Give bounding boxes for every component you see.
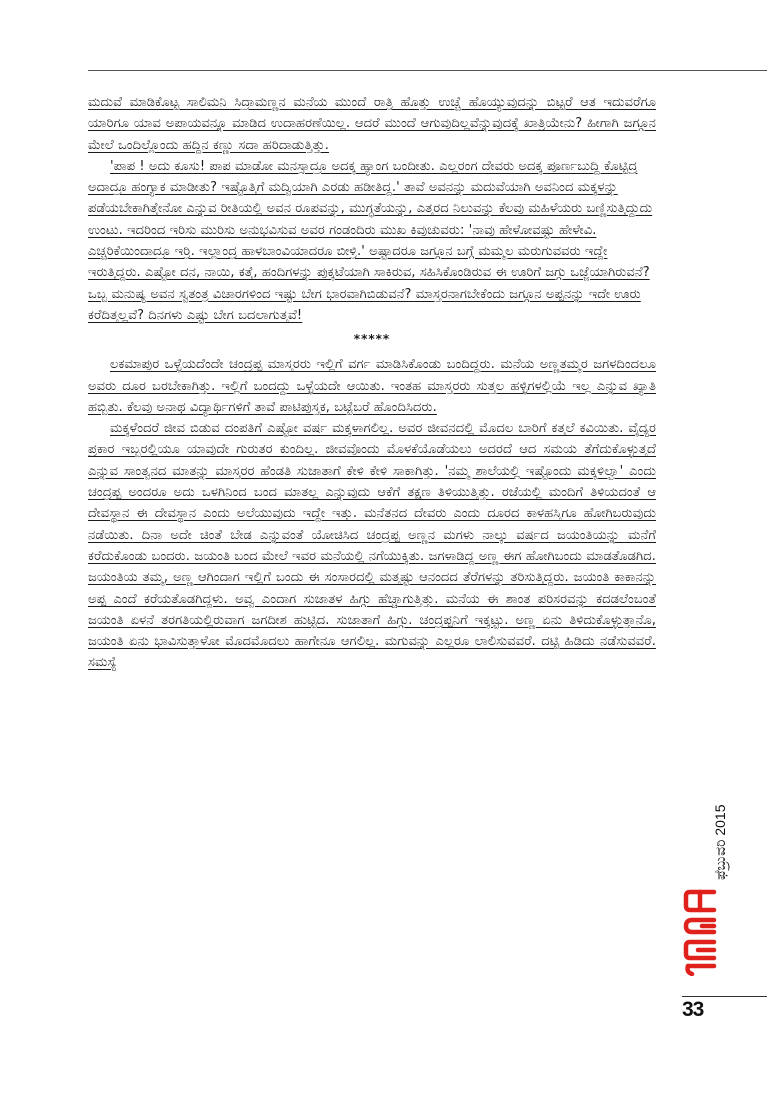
paragraph: ಮಕ್ಕಳೆಂದರೆ ಜೀವ ಬಿಡುವ ದಂಪತಿಗೆ ಎಷ್ಟೋ ವರ್ಷ ಮಕ್ಕಳಾಗಲಿಲ್ಲ. ಅವರ ಜೀವನದಲ್ಲಿ ಮೊದಲ ಬಾರಿಗೆ ಕತ್ತಲೆ ಕವಿಯಿತು. ವೈದ್ಯರ ಪ್ರಕಾರ ಇಬ್ಬರಲ್ಲಿಯೂ ಯಾವುದೇ ಗುರುತರ ಕುಂದಿಲ್ಲ. ಜೀವವೊಂದು ಮೊಳಕೆಯೊಡೆಯಲು ಅದರದೆ ಆದ ಸಮಯ ತೆಗೆದುಕೊಳ್ಳುತ್ತದೆ ಎನ್ನುವ ಸಾಂತ್ವನದ ಮಾತನ್ನು ಮಾಸ್ತರರ ಹೆಂಡತಿ ಸುಜಾತಾಗೆ ಕೇಳಿ ಕೇಳಿ ಸಾಕಾಗಿತ್ತು. 'ನಮ್ಮ ಶಾಲೆಯಲ್ಲಿ ಇಷ್ಟೊಂದು ಮಕ್ಕಳಿಲ್ವಾ' ಎಂದು ಚಂದ್ರಪ್ಪ ಅಂದರೂ ಅದು ಒಳಗಿನಿಂದ ಬಂದ ಮಾತಲ್ಲ ಎನ್ನುವುದು ಆಕೆಗೆ ತಕ್ಷಣ ತಿಳಿಯುತ್ತಿತ್ತು. ರಜೆಯಲ್ಲಿ ಮಂದಿಗೆ ತಿಳಿಯದಂತೆ ಆ ದೇವಸ್ಥಾನ ಈ ದೇವಸ್ಥಾನ ಎಂದು ಅಲೆಯುವುದು ಇದ್ದೇ ಇತ್ತು. ಮನೆತನದ ದೇವರು ಎಂದು ದೂರದ ಕಾಳಹಸ್ತಿಗೂ ಹೋಗಿಬರುವುದು ನಡೆಯಿತು. ದಿನಾ ಅದೇ ಚಿಂತೆ ಬೇಡ ಎನ್ನುವಂತೆ ಯೋಚಿಸಿದ ಚಂದ್ರಪ್ಪ ಅಣ್ಣನ ಮಗಳು ನಾಲ್ಕು ವರ್ಷದ ಜಯಂತಿಯನ್ನು ಮನೆಗೆ ಕರೆದುಕೊಂಡು ಬಂದರು. ಜಯಂತಿ ಬಂದ ಮೇಲೆ ಇವರ ಮನೆಯಲ್ಲಿ ನಗೆಯುಕ್ಕಿತು. ಜಗಳಾಡಿದ್ದ ಅಣ್ಣ ಈಗ ಹೋಗಿಬಂದು ಮಾಡತೊಡಗಿದ. ಜಯಂತಿಯ ತಮ್ಮ, ಅಣ್ಣ ಆಗಿಂದಾಗ ಇಲ್ಲಿಗೆ ಬಂದು ಈ ಸಂಸಾರದಲ್ಲಿ ಮತ್ತಷ್ಟು ಆನಂದದ ತೆರೆಗಳನ್ನು ತರಿಸುತ್ತಿದ್ದರು. ಜಯಂತಿ ಕಾಕಾನನ್ನು ಅಪ್ಪ ಎಂದೆ ಕರೆಯತೊಡಗಿದ್ದಳು. ಅವ್ವ ಎಂದಾಗ ಸುಜಾತಳ ಹಿಗ್ಗು ಹೆಚ್ಚಾಗುತ್ತಿತ್ತು. ಮನೆಯ ಈ ಶಾಂತ ಪರಿಸರವನ್ನು ಕದಡಲೆಂಬಂತೆ ಜಯಂತಿ ಏಳನೆ ತರಗತಿಯಲ್ಲಿರುವಾಗ ಜಗದೀಶ ಹುಟ್ಟಿದ. ಸುಜಾತಾಗೆ ಹಿಗ್ಗು. ಚಂದ್ರಪ್ಪನಿಗೆ ಇಕ್ಕಟ್ಟು. ಅಣ್ಣ ಏನು ತಿಳಿದುಕೊಳ್ಳುತ್ತಾನೊ, ಜಯಂತಿ ಏನು ಭಾವಿಸುತ್ತಾಳೋ ಮೊದಮೊದಲು ಹಾಗೇನೂ ಆಗಲಿಲ್ಲ. ಮಗುವನ್ನು ಎಲ್ಲರೂ ಲಾಲಿಸುವವರೆ. ದಟ್ಟಿ ಹಿಡಿದು ನಡೆಸುವವರೆ. ಸಮಸ್ಯೆ [88,421,656,671]
section-separator: ***** [353,332,391,347]
magazine-masthead [682,790,746,970]
page-number: 33 [682,998,704,1021]
footer-rule [682,996,767,997]
paragraph: 'ಪಾಪ ! ಅದು ಕೂಸು! ಪಾಪ ಮಾಡೋ ಮನಸ್ಸಾದ್ರೂ ಅದಕ್ಕ ಹ್ಯಾಂಗ ಬಂದೀತು. ಎಲ್ಲರಂಗ ದೇವರು ಅದಕ್ಕ ಪೂರ್ಣಬುದ್ದಿ ಕೊಟ್ಟಿದ್ರ ಅದಾದ್ರೂ ಹಂಗ್ಯಾಕ ಮಾಡೀತು? ಇಷ್ಟೊತ್ತಿಗೆ ಮದ್ವಿಯಾಗಿ ಎರಡು ಹಡೀತಿದ್ದ.' ತಾವೆ ಅವನನ್ನು ಮದುವೆಯಾಗಿ ಅವನಿಂದ ಮಕ್ಕಳನ್ನು ಪಡೆಯಬೇಕಾಗಿತ್ತೇನೋ ಎನ್ನುವ ರೀತಿಯಲ್ಲಿ ಅವನ ರೂಪವನ್ನು, ಮುಗ್ಧತೆಯನ್ನು, ಎತ್ತರದ ನಿಲುವನ್ನು ಕೆಲವು ಮಹಿಳೆಯರು ಬಣ್ಣಿಸುತ್ತಿದ್ದುದು ಉಂಟು. ಇದರಿಂದ ಇರಿಸು ಮುರಿಸು ಅನುಭವಿಸುವ ಅವರ ಗಂಡಂದಿರು ಮುಖ ಕಿವುಚುವರು: 'ನಾವು ಹೇಳೋವಷ್ಟು ಹೇಳೇವಿ. ಎಚ್ಚರಿಕೆಯಿಂದಾದ್ರೂ ಇರ್ರಿ. ಇಲ್ಲಾಂದ್ರ ಹಾಳಬಾಂವಿಯಾದರೂ ಬೀಳ್ರಿ.' ಅಷ್ಟಾದರೂ ಜಗ್ಗೂನ ಬಗ್ಗೆ ಮಮ್ಮಲ ಮರುಗುವವರು ಇದ್ದೇ ಇರುತ್ತಿದ್ದರು. ಎಷ್ಟೋ ದನ, ನಾಯಿ, ಕತ್ತೆ, ಹಂದಿಗಳನ್ನು ಪುಕ್ಕಟೆಯಾಗಿ ಸಾಕಿರುವ, ಸಹಿಸಿಕೊಂಡಿರುವ ಈ ಊರಿಗೆ ಜಗ್ಗು ಒಜ್ಜೆಯಾಗಿರುವನೆ? ಒಬ್ಬ ಮನುಷ್ಯ ಅವನ ಸ್ವತಂತ್ರ ವಿಚಾರಗಳಿಂದ ಇಷ್ಟು ಬೇಗ ಭಾರವಾಗಿಬಿಡುವನೆ? ಮಾಸ್ತರನಾಗಬೇಕೆಂದು ಜಗ್ಗೂನ ಅಪ್ಪನನ್ನು ಇದೇ ಊರು ಕರೆದಿತ್ತಲ್ಲವೆ? ದಿನಗಳು ಎಷ್ಟು ಬೇಗ ಬದಲಾಗುತ್ತವೆ! [88,158,653,323]
paragraph: ಲಕಮಾಪುರ ಒಳ್ಳೆಯದೆಂದೇ ಚಂದ್ರಪ್ಪ ಮಾಸ್ತರರು ಇಲ್ಲಿಗೆ ವರ್ಗ ಮಾಡಿಸಿಕೊಂಡು ಬಂದಿದ್ದರು. ಮನೆಯ ಅಣ್ಣತಮ್ಮರ ಜಗಳದಿಂದಲೂ ಅವರು ದೂರ ಬರಬೇಕಾಗಿತ್ತು. ಇಲ್ಲಿಗೆ ಬಂದದ್ದು ಒಳ್ಳೆಯದೇ ಆಯಿತು. ಇಂತಹ ಮಾಸ್ತರರು ಸುತ್ತಲ ಹಳ್ಳಿಗಳಲ್ಲಿಯೆ ಇಲ್ಲ ಎನ್ನುವ ಖ್ಯಾತಿ ಹಬ್ಬಿತು. ಕೆಲವು ಅನಾಥ ವಿದ್ಯಾರ್ಥಿಗಳಿಗೆ ತಾವೆ ಪಾಟಿಪುಸ್ತಕ, ಬಟ್ಟೆಬರೆ ಹೊಂದಿಸಿದರು. [88,357,656,415]
paragraph: ಮದುವೆ ಮಾಡಿಕೊಟ್ಟ ಸಾಲಿಮನಿ ಸಿದ್ರಾಮಣ್ಣನ ಮನೆಯ ಮುಂದೆ ರಾತ್ರಿ ಹೊತ್ತು ಉಚ್ಚೆ ಹೊಯ್ಯುವುದನ್ನು ಬಿಟ್ಟರೆ ಆತ ಇದುವರೆಗೂ ಯಾರಿಗೂ ಯಾವ ಅಪಾಯವನ್ನೂ ಮಾಡಿದ ಉದಾಹರಣೆಯಿಲ್ಲ. ಆದರೆ ಮುಂದೆ ಆಗುವುದಿಲ್ಲವೆನ್ನುವುದಕ್ಕೆ ಖಾತ್ರಿಯೇನು? ಹೀಗಾಗಿ ಜಗ್ಗೂನ ಮೇಲೆ ಒಂದಿಲ್ಲೊಂದು ಹದ್ದಿನ ಕಣ್ಣು ಸದಾ ಹರಿದಾಡುತ್ತಿತ್ತು. [88,95,656,153]
top-rule [88,70,767,71]
article-body [88,92,656,674]
magazine-logo [682,886,720,976]
issue-date: ಫೆಬ್ರುವರಿ 2015 [712,804,728,880]
